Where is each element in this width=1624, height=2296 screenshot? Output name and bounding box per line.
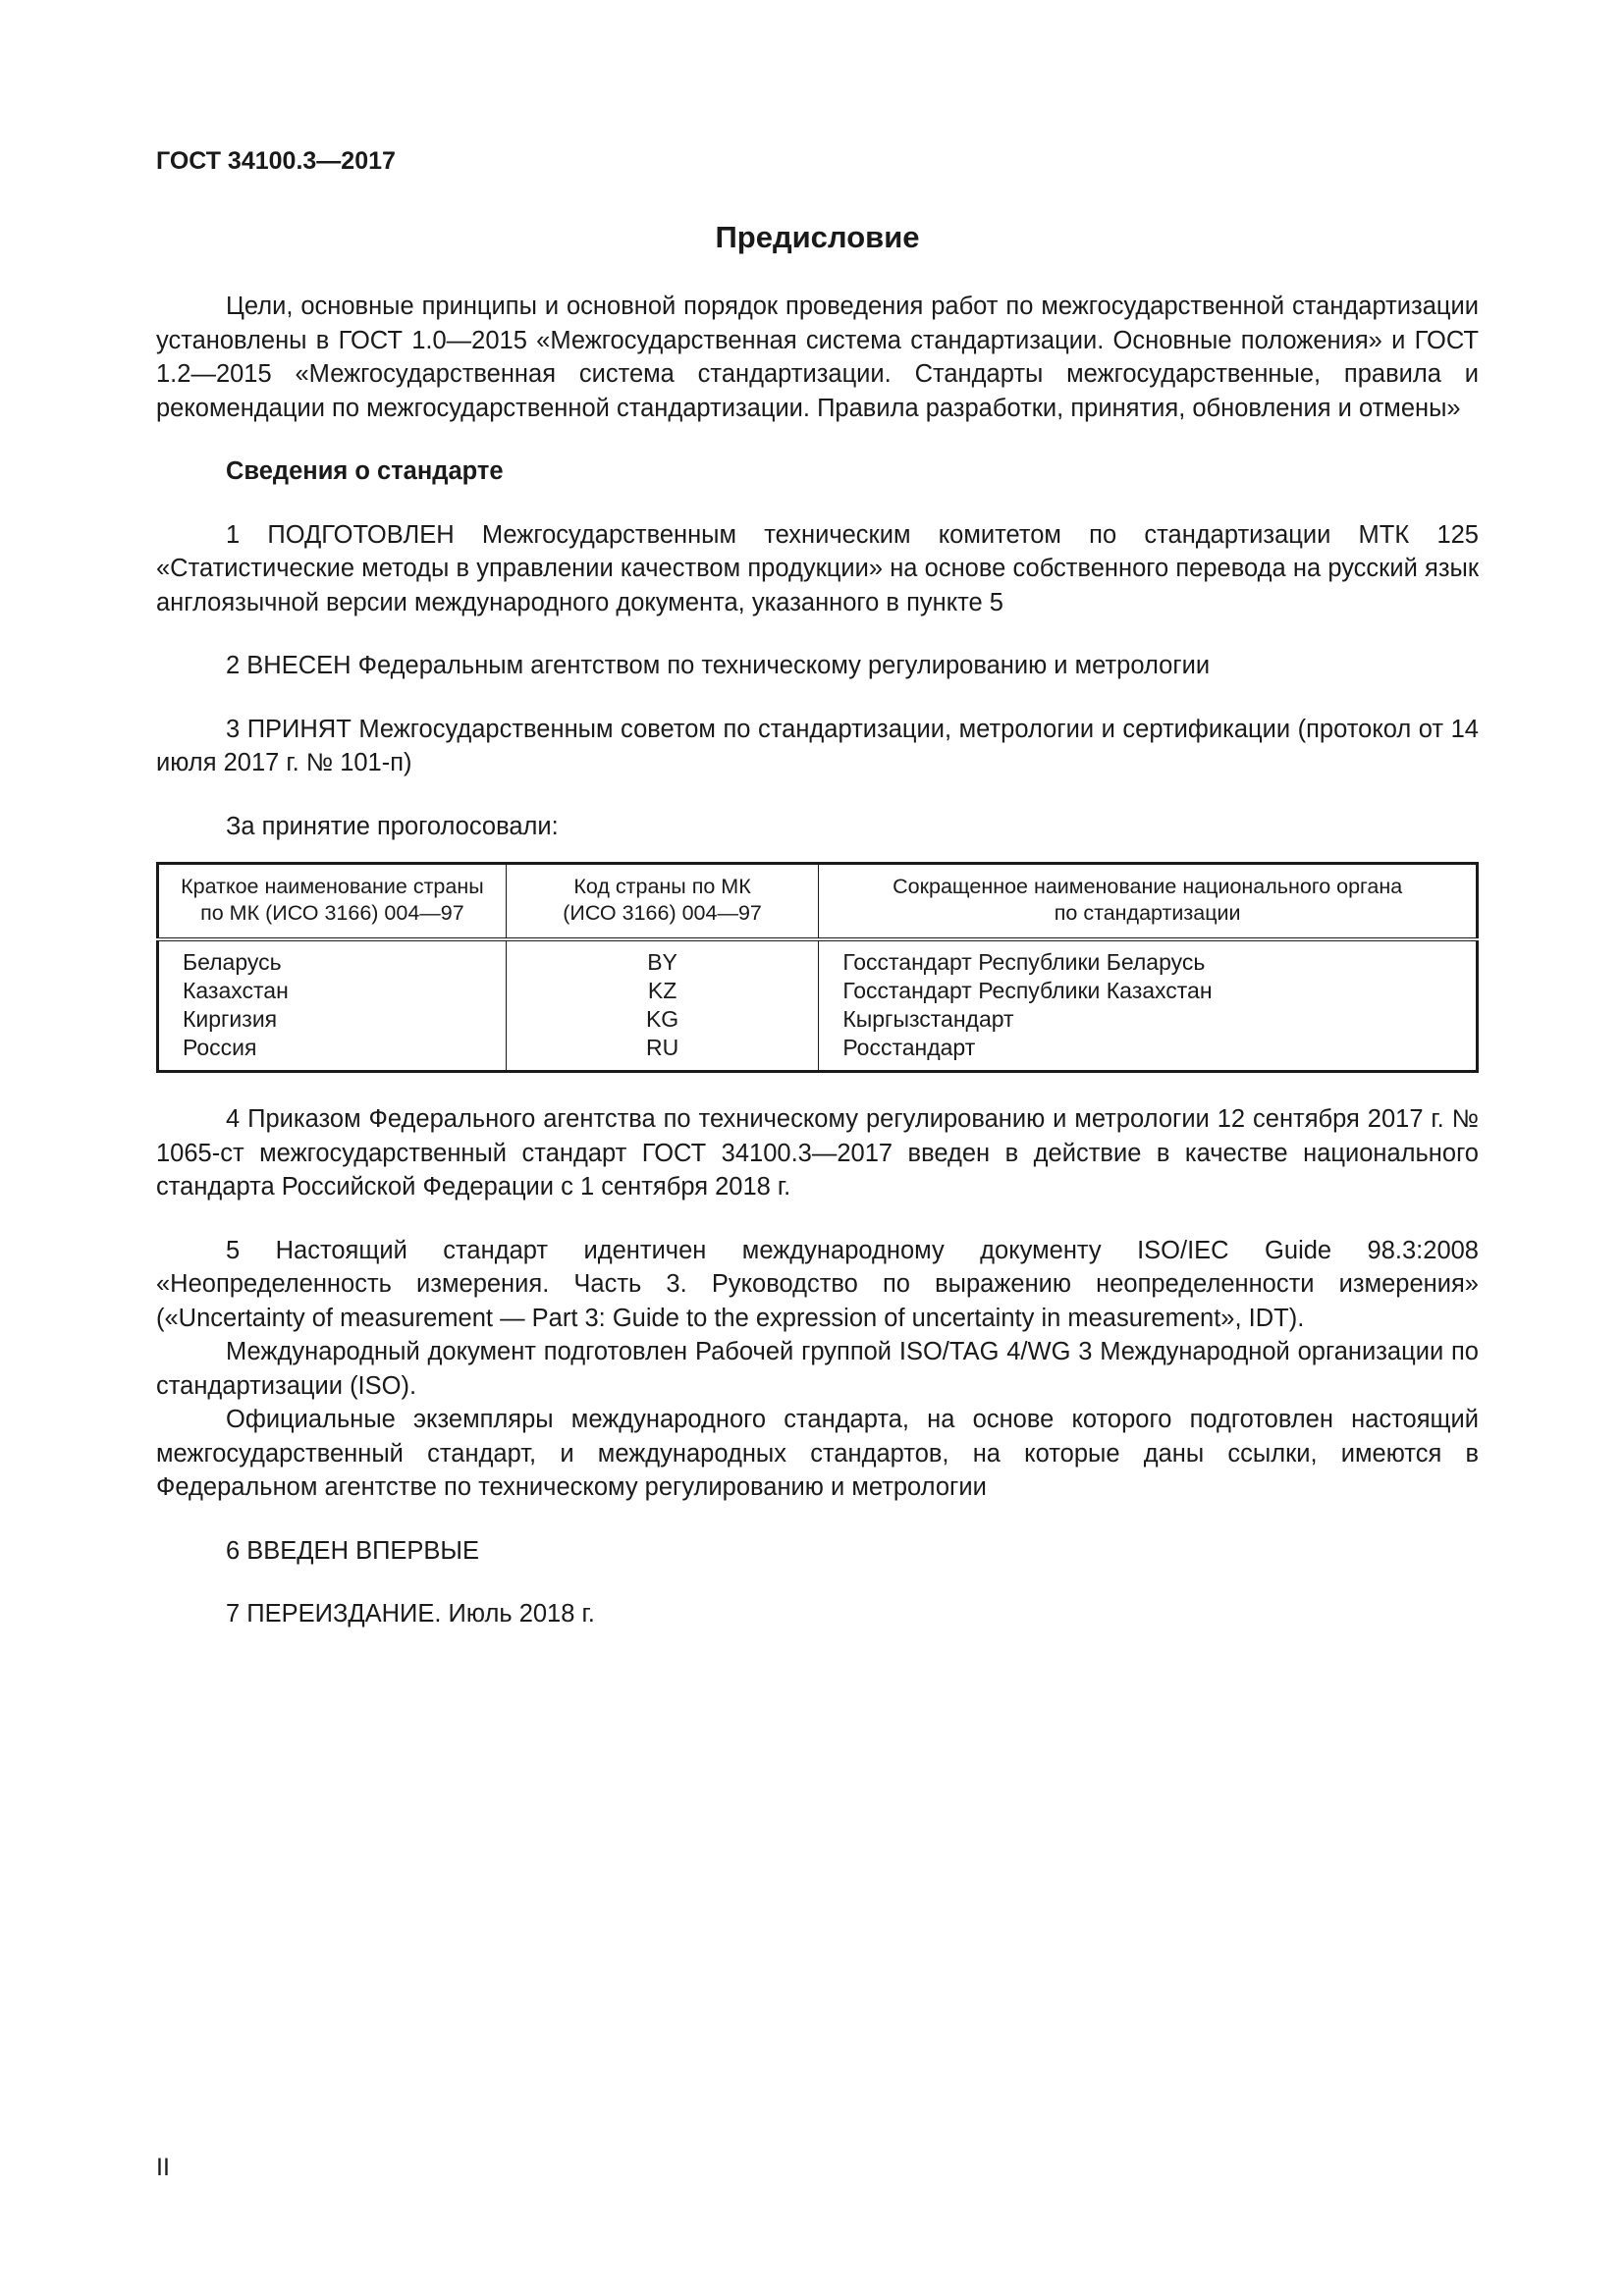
intro-paragraph: Цели, основные принципы и основной порядок проведения работ по межгосударственной стандартизации установлены в ГОСТ 1.0—2015 «Межгосударственная система стандартизации. Основные положения» и ГОСТ 1.2—2015 «Межгосударственная система стандартизации. Стандарты межгосударственные, правила и рекомендации по межгосударственной стандартизации. Правила разработки, принятия, обновления и отмены» (156, 293, 1479, 422)
document-designation: ГОСТ 34100.3—2017 (156, 147, 396, 175)
column-header-body (819, 864, 1478, 940)
body-cell: Росстандарт (819, 1034, 1478, 1072)
code-cell: KZ (506, 977, 819, 1005)
page-number: II (156, 2154, 170, 2181)
votes-intro: За принятие проголосовали: (226, 812, 559, 840)
table-row (158, 977, 1478, 1005)
table-header-row (158, 864, 1478, 940)
preface-section (156, 218, 1479, 1631)
item-5-continuation: Международный документ подготовлен Рабочей группой ISO/TAG 4/WG 3 Международной организации по стандартизации (ISO). (156, 1338, 1479, 1400)
table-row (158, 1005, 1478, 1034)
column-header-country-line2: по МК (ИСО 3166) 004—97 (200, 901, 464, 925)
body-cell: Кыргызстандарт (819, 1005, 1478, 1034)
column-header-code-line1: Код страны по МК (573, 875, 751, 898)
code-cell: RU (506, 1034, 819, 1072)
body-cell: Госстандарт Республики Казахстан (819, 977, 1478, 1005)
column-header-country (158, 864, 507, 940)
voting-table (156, 862, 1479, 1073)
body-cell: Госстандарт Республики Беларусь (819, 939, 1478, 977)
code-cell: KG (506, 1005, 819, 1034)
item-2-paragraph: 2 ВНЕСЕН Федеральным агентством по техническому регулированию и метрологии (226, 652, 1211, 679)
item-6-paragraph: 6 ВВЕДЕН ВПЕРВЫЕ (226, 1536, 480, 1565)
column-header-country-line1: Краткое наименование страны (181, 875, 484, 898)
code-cell: BY (506, 939, 819, 977)
country-cell: Россия (158, 1034, 507, 1072)
column-header-body-line2: по стандартизации (1054, 901, 1241, 925)
page-title: Предисловие (715, 220, 920, 254)
country-cell: Казахстан (158, 977, 507, 1005)
column-header-code-line2: (ИСО 3166) 004—97 (563, 901, 762, 925)
table-row (158, 1034, 1478, 1072)
item-1-paragraph: 1 ПОДГОТОВЛЕН Межгосударственным техническим комитетом по стандартизации МТК 125 «Статистические методы в управлении качеством продукции» на основе собственного перевода на русский язык англоязычной версии международного документа, указанного в пункте 5 (156, 520, 1479, 616)
table-row (158, 939, 1478, 977)
item-5-paragraph: 5 Настоящий стандарт идентичен международному документу ISO/IEC Guide 98.3:2008 «Неопределенность измерения. Часть 3. Руководство по выражению неопределенности измерения» («Uncertainty of measurement — Part 3: Guide to the expression of uncertainty in measurement», IDT). (156, 1236, 1479, 1332)
item-4-paragraph: 4 Приказом Федерального агентства по техническому регулированию и метрологии 12 сентября 2017 г. № 1065-ст межгосударственный стандарт ГОСТ 34100.3—2017 введен в действие в качестве национального стандарта Российской Федерации с 1 сентября 2018 г. (156, 1105, 1479, 1201)
item-5-official-copies: Официальные экземпляры международного стандарта, на основе которого подготовлен настоящий межгосударственный стандарт, и международных стандартов, на которые даны ссылки, имеются в Федеральном агентстве по техническому регулированию и метрологии (156, 1406, 1479, 1501)
country-cell: Киргизия (158, 1005, 507, 1034)
section-heading: Сведения о стандарте (226, 457, 504, 485)
item-7-paragraph: 7 ПЕРЕИЗДАНИЕ. Июль 2018 г. (226, 1600, 595, 1628)
column-header-body-line1: Сокращенное наименование национального органа (893, 875, 1403, 898)
country-cell: Беларусь (158, 939, 507, 977)
item-3-paragraph: 3 ПРИНЯТ Межгосударственным советом по стандартизации, метрологии и сертификации (протокол от 14 июля 2017 г. № 101-п) (156, 715, 1479, 776)
column-header-code (506, 864, 819, 940)
